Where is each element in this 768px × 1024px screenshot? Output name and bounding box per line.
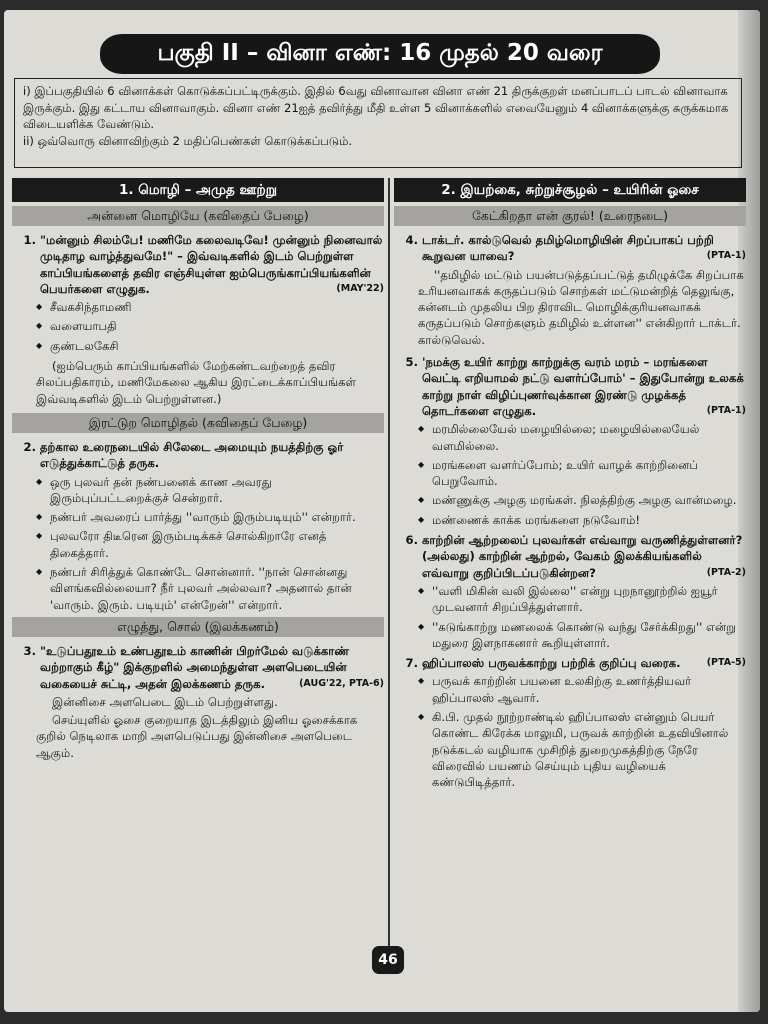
subheading-ketkiratha: கேட்கிறதா என் குரல்! (உரைநடை) [394,206,746,226]
question-text: "மன்னும் சிலம்பே! மணிமே கலைவடிவே! முன்னும் நினைவால் முடிதாழ வாழ்த்துவமே!" – இவ்வடிகளில் இடம் பெற்றுள்ள காப்பியங்களைத் தவிர எஞ்சியுள்ள ஐம்பெருங்காப்பியங்களின் பெயர்களை எழுதுக. [40,233,383,296]
book-page [4,10,760,1012]
exam-tag: (AUG'22, PTA-6) [299,677,384,689]
answer-item: ◆ ஒரு புலவர் தன் நண்பனைக் காண அவரது இரும்புப்பட்டறைக்குச் சென்றார். [36,474,384,507]
instruction-2: ii) ஒவ்வொரு வினாவிற்கும் 2 மதிப்பெண்கள் கொடுக்கப்படும். [23,133,352,148]
answer-note: (ஐம்பெரும் காப்பியங்களில் மேற்கண்டவற்றைத் தவிர சிலப்பதிகாரம், மணிமேகலை ஆகிய இரட்டைக்காப்பியங்கள் இவ்வடிகளில் இடம் பெற்றுள்ளன.) [36,359,356,406]
question-number: 4. [405,233,418,247]
answer-list [418,673,746,790]
answer-item: ◆ மண்ணைக் காக்க மரங்களை நடுவோம்! [418,512,746,528]
column-divider [388,178,390,950]
question-5 [394,354,746,419]
answer-item: ◆ மண்ணுக்கு அழகு மரங்கள். நிலத்திற்கு அழகு வான்மழை. [418,492,746,508]
instructions-box [14,78,742,168]
left-column [12,178,384,767]
answer-item: ◆ குண்டலகேசி [36,338,384,354]
question-text: காற்றின் ஆற்றலைப் புலவர்கள் எவ்வாறு வருணித்துள்ளனர்? (அல்லது) காற்றின் ஆற்றல், வேகம் இலக்கியங்களில் எவ்வாறு குறிப்பிடப்படுகின்றன? [422,533,743,580]
answer-text: இன்னிசை அளபெடை இடம் பெற்றுள்ளது. [52,694,278,709]
question-text: 'நமக்கு உயிர் காற்று காற்றுக்கு வரம் மரம் – மரங்களை வெட்டி எறியாமல் நட்டு வளர்ப்போம்' – இதுபோன்று உலகக் காற்று நாள் விழிப்புணர்வுக்கான இரண்டு முழக்கத் தொடர்களை எழுதுக. [422,355,744,418]
exam-tag: (PTA-2) [706,566,746,578]
answer-list [418,583,746,651]
question-text: டாக்டர். கால்டுவெல் தமிழ்மொழியின் சிறப்பாகப் பற்றி கூறுவன யாவை? [422,233,714,264]
question-4 [394,232,746,265]
exam-tag: (MAY'22) [336,282,384,294]
answer-item: ◆ நண்பர் அவரைப் பார்த்து ''வாரும் இரும்படியும்'' என்றார். [36,509,384,525]
right-column [394,178,746,795]
section-heading-language: 1. மொழி – அமுத ஊற்று [12,178,384,202]
answer-item: ◆ மரமில்லையேல் மழையில்லை; மழையில்லையேல் வளமில்லை. [418,421,746,454]
question-number: 3. [23,643,36,658]
question-text: தற்கால உரைநடையில் சிலேடை அமையும் நயத்திற்கு ஓர் எடுத்துக்காட்டுத் தருக. [40,439,344,471]
question-number: 1. [23,233,36,247]
instruction-1: i) இப்பகுதியில் 6 வினாக்கள் கொடுக்கப்பட்டிருக்கும். இதில் 6வது வினாவான வினா எண் 21 திருக்குறள் மனப்பாடப் பாடல் வினாவாக இருக்கும். இது கட்டாய வினாவாகும். வினா எண் 21ஐத் தவிர்த்து மீதி உள்ள 5 வினாக்களில் எவையேனும் 4 வினாக்களுக்கு சுருக்கமாக விடையளிக்க வேண்டும். [23,84,729,131]
exam-tag: (PTA-5) [706,657,746,669]
section-heading-nature: 2. இயற்கை, சுற்றுச்சூழல் – உயிரின் ஓசை [394,178,746,202]
question-number: 7. [405,656,418,671]
answer-list [418,421,746,528]
answer-item: ◆ வளையாபதி [36,318,384,334]
answer-item: ◆ ''வளி மிகின் வலி இல்லை'' என்று புறநானூற்றில் ஐயூர் முடவனார் சிறப்பித்துள்ளார். [418,583,746,616]
question-number: 5. [405,355,418,370]
subheading-irattura-mozhithal: இரட்டுற மொழிதல் (கவிதைப் பேழை) [12,413,384,433]
subheading-grammar: எழுத்து, சொல் (இலக்கணம்) [12,617,384,637]
question-2 [12,439,384,472]
answer-item: ◆ பருவக் காற்றின் பயனை உலகிற்கு உணர்த்தியவர் ஹிப்பாலஸ் ஆவார். [418,673,746,706]
question-6 [394,532,746,581]
question-number: 6. [405,533,418,548]
exam-tag: (PTA-1) [706,404,746,416]
question-7 [394,655,746,671]
part-banner: பகுதி II – வினா எண்: 16 முதல் 20 வரை [100,34,660,74]
question-1 [12,232,384,297]
answer-item: ◆ மரங்களை வளர்ப்போம்; உயிர் வாழக் காற்றினைப் பெறுவோம். [418,457,746,490]
answer-list [36,299,384,354]
answer-item: ◆ கி.பி. முதல் நூற்றாண்டில் ஹிப்பாலஸ் என்னும் பெயர் கொண்ட கிரேக்க மாலுமி, பருவக் காற்றின் உதவியினால் நடுக்கடல் வழியாக முசிறித் துறைமுகத்திற்கு நேரே விரைவில் பயணம் செய்யும் புதிய வழியைக் கண்டுபிடித்தார். [418,709,746,790]
answer-list [36,474,384,613]
answer-item: ◆ புலவரோ திடீரென இரும்படிக்கச் சொல்கிறாரே எனத் திகைத்தார். [36,528,384,561]
question-number: 2. [23,439,36,454]
page-number: 46 [372,946,404,974]
question-text: ஹிப்பாலஸ் பருவக்காற்று பற்றிக் குறிப்பு வரைக. [422,656,681,671]
question-3 [12,643,384,692]
answer-text: ''தமிழில் மட்டும் பயன்படுத்தப்பட்டுத் தமிழுக்கே சிறப்பாக உரியனவாகக் கருதப்படும் சொற்கள் மட்டுமன்றித் தெலுங்கு, கன்னடம் முதலிய பிற திராவிட மொழிக்குரியனவாகக் கருதப்படும் சொற்களும் தமிழில் உள்ளன'' என்கிறார் டாக்டர். கால்டுவெல். [418,267,744,347]
answer-item: ◆ சீவகசிந்தாமணி [36,299,384,315]
question-text: "உடுப்பதூஉம் உண்பதூஉம் காணின் பிறர்மேல் வடுக்காண் வற்றாகும் கீழ்" இக்குறளில் அமைந்துள்ள அளபெடையின் வகையைச் சுட்டி, அதன் இலக்கணம் தருக. [40,643,350,691]
answer-text: செய்யுளில் ஓசை குறையாத இடத்திலும் இனிய ஓசைக்காக குறில் நெடிலாக மாறி அளபெடுப்பது இன்னிசை அளபெடை ஆகும். [36,713,358,760]
exam-tag: (PTA-1) [706,250,746,262]
answer-item: ◆ ''கடுங்காற்று மணலைக் கொண்டு வந்து சேர்க்கிறது'' என்று மதுரை இளநாகனார் கூறியுள்ளார். [418,619,746,652]
subheading-annai-mozhiye: அன்னை மொழியே (கவிதைப் பேழை) [12,206,384,226]
answer-item: ◆ நண்பர் சிரித்துக் கொண்டே சொன்னார். ''நான் சொன்னது விளங்கவில்லையா? நீர் புலவர் அல்லவா? அதனால் தான் 'வாரும். இரும். படியும்' என்றேன்'' என்றார். [36,564,384,613]
